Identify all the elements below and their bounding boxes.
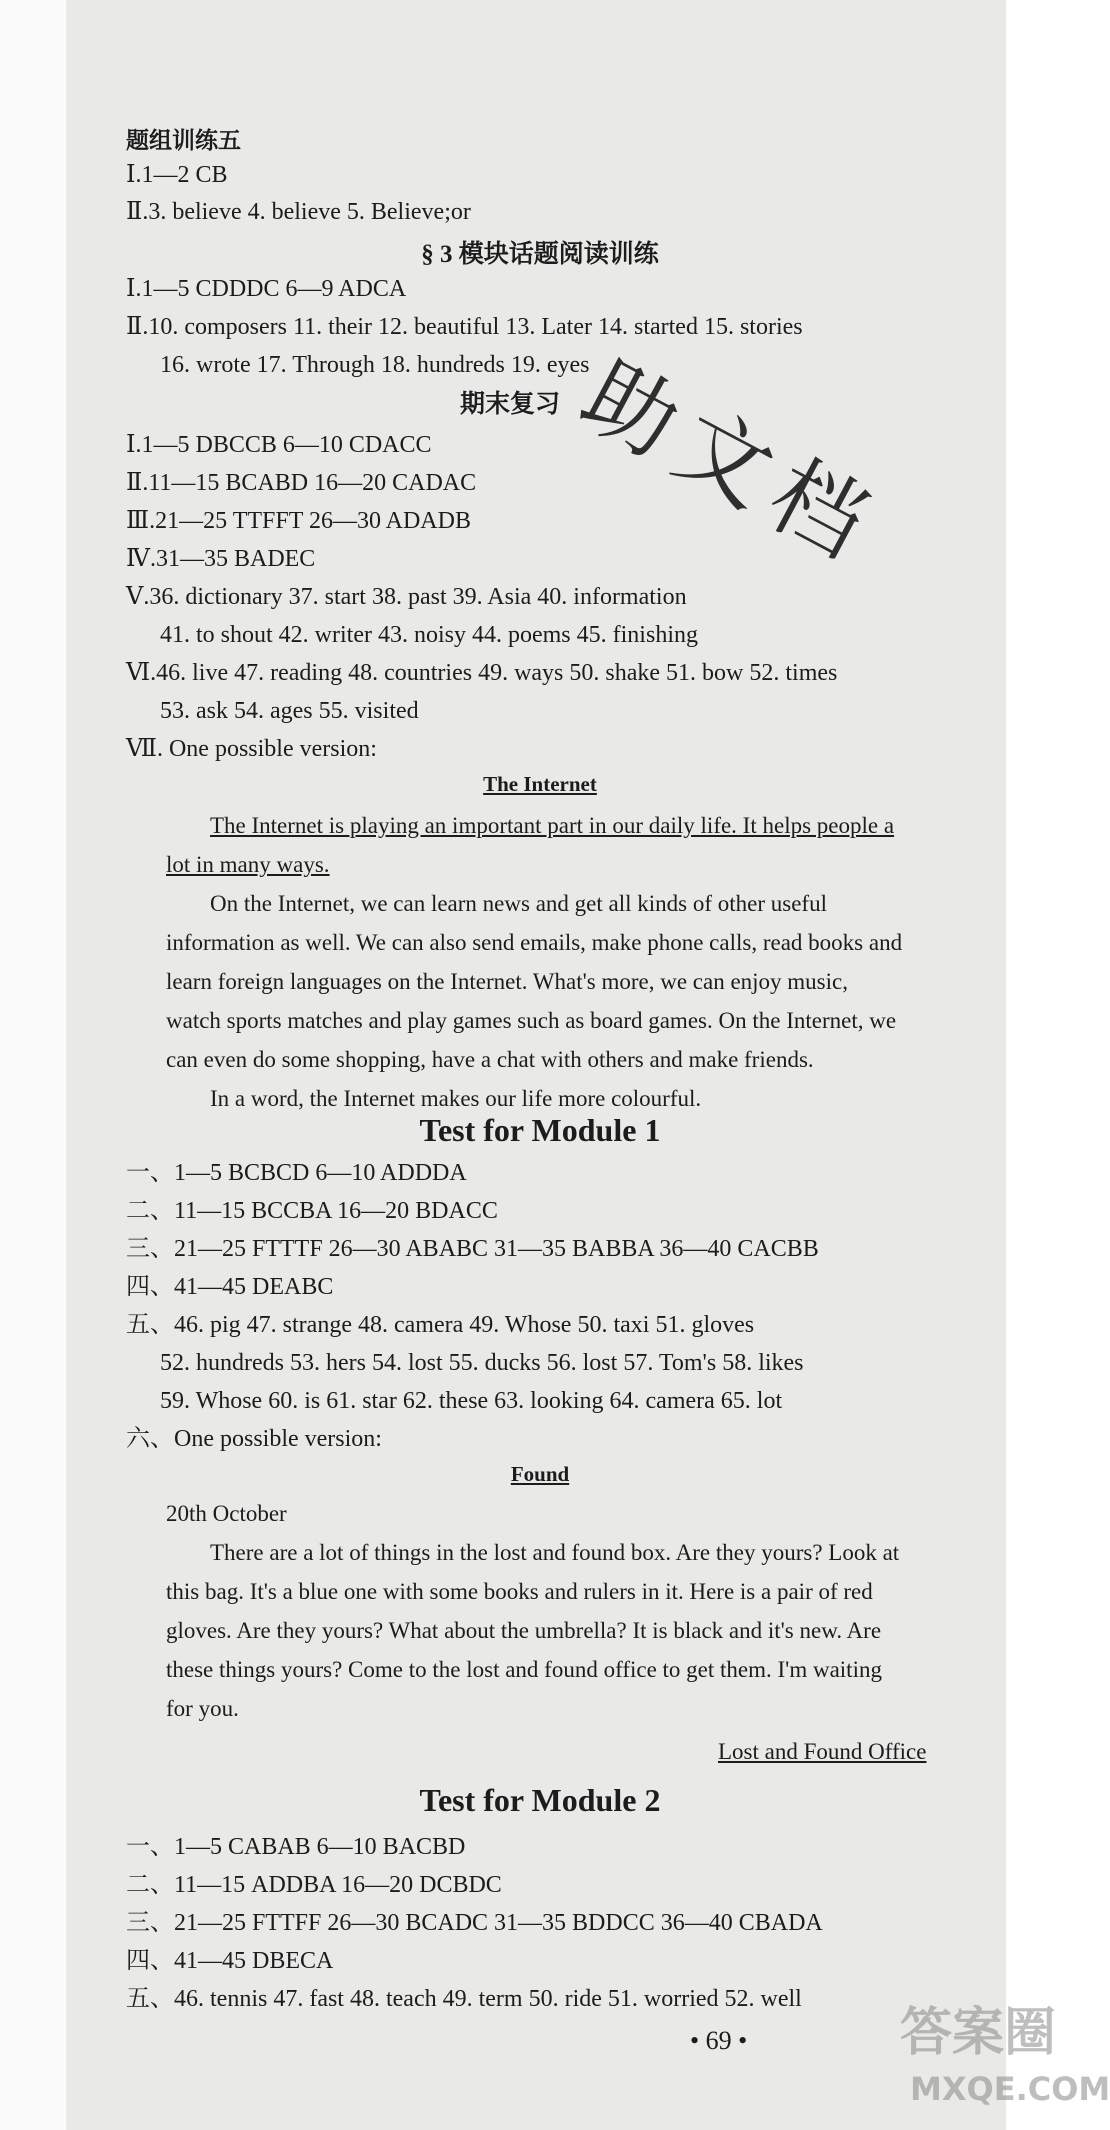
answer-line: 三、21—25 FTTTF 26—30 ABABC 31—35 BABBA 36—40 CACBB bbox=[126, 1236, 819, 1262]
answer-line: 53. ask 54. ages 55. visited bbox=[160, 698, 419, 724]
answer-line: Ⅲ.21—25 TTFFT 26—30 ADADB bbox=[126, 508, 471, 534]
section-heading: 题组训练五 bbox=[126, 128, 241, 153]
answer-line: Ⅴ.36. dictionary 37. start 38. past 39. Asia 40. information bbox=[126, 584, 687, 610]
essay-date: 20th October bbox=[166, 1501, 287, 1526]
answer-line: Ⅳ.31—35 BADEC bbox=[126, 546, 316, 572]
page-number: • 69 • bbox=[690, 2026, 748, 2055]
essay-line: On the Internet, we can learn news and get all kinds of other useful bbox=[210, 891, 827, 916]
answer-line: Ⅱ.3. believe 4. believe 5. Believe;or bbox=[126, 199, 471, 225]
essay-line: information as well. We can also send emails, make phone calls, read books and bbox=[166, 930, 903, 955]
section-heading: 期末复习 bbox=[460, 391, 561, 418]
answer-line: 59. Whose 60. is 61. star 62. these 63. looking 64. camera 65. lot bbox=[160, 1388, 783, 1414]
answer-line: 四、41—45 DEABC bbox=[126, 1274, 334, 1300]
answer-line: Ⅵ.46. live 47. reading 48. countries 49. ways 50. shake 51. bow 52. times bbox=[126, 660, 838, 686]
handwritten-watermark: 助文档 bbox=[564, 340, 896, 585]
essay-line: learn foreign languages on the Internet. What's more, we can enjoy music, bbox=[166, 969, 848, 994]
corner-logo bbox=[900, 1990, 1110, 2120]
essay-line: The Internet is playing an important part in our daily life. It helps people a bbox=[210, 813, 895, 838]
answer-line: Ⅱ.10. composers 11. their 12. beautiful 13. Later 14. started 15. stories bbox=[126, 314, 803, 340]
essay-line: for you. bbox=[166, 1696, 239, 1721]
logo-text: 答案圈 bbox=[900, 2003, 1057, 2063]
answer-line: Ⅰ.1—2 CB bbox=[126, 162, 228, 188]
answer-line: Ⅱ.11—15 BCABD 16—20 CADAC bbox=[126, 470, 477, 496]
answer-line: 二、11—15 BCCBA 16—20 BDACC bbox=[126, 1198, 498, 1224]
essay-line: lot in many ways. bbox=[166, 852, 330, 877]
answer-line: 六、One possible version: bbox=[126, 1426, 382, 1452]
answer-line: 四、41—45 DBECA bbox=[126, 1948, 334, 1974]
essay-title: Found bbox=[510, 1462, 570, 1486]
essay-line: gloves. Are they yours? What about the umbrella? It is black and it's new. Are bbox=[166, 1618, 882, 1643]
essay-signature: Lost and Found Office bbox=[718, 1739, 927, 1764]
answer-line: 52. hundreds 53. hers 54. lost 55. ducks 56. lost 57. Tom's 58. likes bbox=[160, 1350, 804, 1376]
answer-line: 五、46. tennis 47. fast 48. teach 49. term 50. ride 51. worried 52. well bbox=[126, 1986, 802, 2012]
essay-line: watch sports matches and play games such as board games. On the Internet, we bbox=[166, 1008, 897, 1033]
module-heading: Test for Module 1 bbox=[419, 1112, 661, 1148]
section-heading: § 3 模块话题阅读训练 bbox=[421, 241, 659, 268]
essay-title: The Internet bbox=[483, 772, 597, 796]
answer-line: 41. to shout 42. writer 43. noisy 44. poems 45. finishing bbox=[160, 622, 698, 648]
answer-line: Ⅰ.1—5 CDDDC 6—9 ADCA bbox=[126, 276, 407, 302]
essay-line: There are a lot of things in the lost and found box. Are they yours? Look at bbox=[210, 1540, 900, 1565]
answer-line: Ⅶ. One possible version: bbox=[126, 736, 377, 762]
answer-line: 一、1—5 BCBCD 6—10 ADDDA bbox=[126, 1160, 467, 1186]
answer-line: 二、11—15 ADDBA 16—20 DCBDC bbox=[126, 1872, 502, 1898]
answer-line: Ⅰ.1—5 DBCCB 6—10 CDACC bbox=[126, 432, 432, 458]
answer-line: 五、46. pig 47. strange 48. camera 49. Whose 50. taxi 51. gloves bbox=[126, 1312, 755, 1338]
answer-line: 三、21—25 FTTFF 26—30 BCADC 31—35 BDDCC 36—40 CBADA bbox=[126, 1910, 823, 1936]
essay-line: this bag. It's a blue one with some books and rulers in it. Here is a pair of red bbox=[166, 1579, 873, 1604]
answer-line: 一、1—5 CABAB 6—10 BACBD bbox=[126, 1834, 466, 1860]
module-heading: Test for Module 2 bbox=[419, 1782, 661, 1818]
essay-line: these things yours? Come to the lost and found office to get them. I'm waiting bbox=[166, 1657, 882, 1682]
essay-line: can even do some shopping, have a chat with others and make friends. bbox=[166, 1047, 814, 1072]
essay-line: In a word, the Internet makes our life more colourful. bbox=[210, 1086, 702, 1111]
logo-url: MXQE.COM bbox=[910, 2070, 1110, 2108]
answer-line: 16. wrote 17. Through 18. hundreds 19. eyes bbox=[160, 352, 590, 378]
